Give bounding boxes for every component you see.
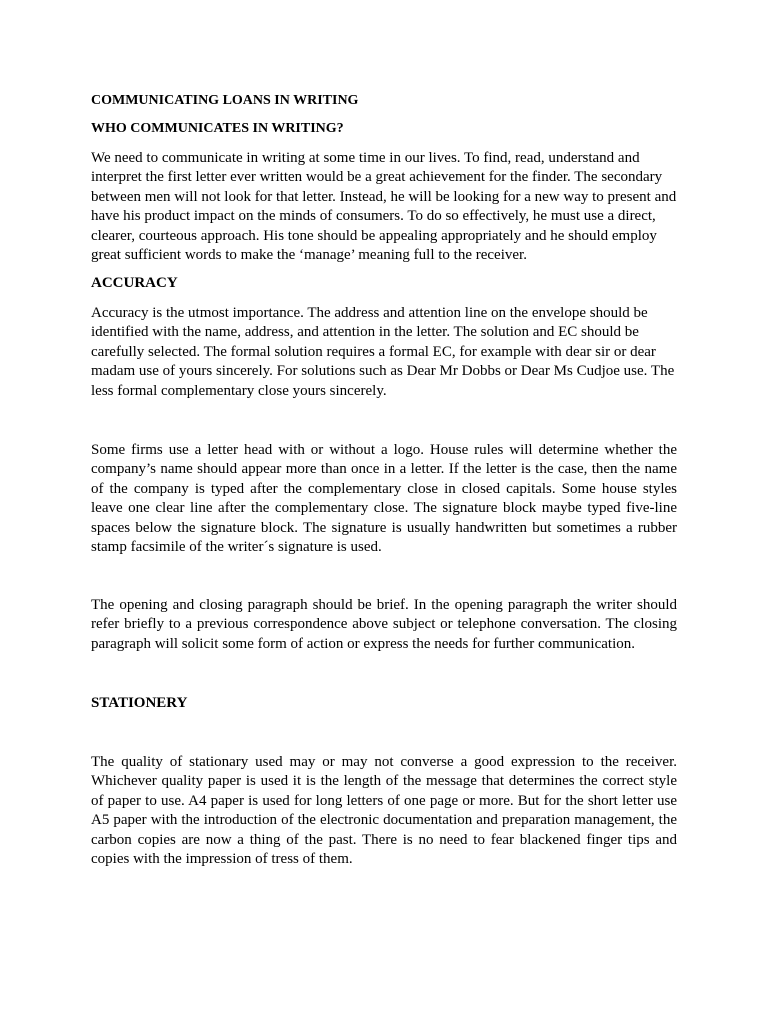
- intro-paragraph: We need to communicate in writing at some time in our lives. To find, read, understand and interpret the first letter ever written would be a great achievement for the finder. The secondary between men will not look for that letter. Instead, he will be looking for a new way to present and have his product impact on the minds of consumers. To do so effectively, he must use a direct, clearer, courteous approach. His tone should be appealing appropriately and he should employ great sufficient words to make the ‘manage’ meaning full to the receiver.: [91, 150, 677, 264]
- document-title: COMMUNICATING LOANS IN WRITING: [91, 93, 359, 108]
- accuracy-paragraph-3: The opening and closing paragraph should be brief. In the opening paragraph the writer should refer briefly to a previous correspondence above subject or telephone conversation. The closing paragraph will solicit some form of action or express the needs for further communication.: [91, 597, 677, 652]
- accuracy-paragraph-2: Some firms use a letter head with or without a logo. House rules will determine whether the company’s name should appear more than once in a letter. If the letter is the case, then the name of the company is typed after the complementary close in closed capitals. Some house styles leave one clear line after the complementary close. The signature block maybe typed five-line spaces below the signature block. The signature is usually handwritten but sometimes a rubber stamp facsimile of the writer´s signature is used.: [91, 442, 677, 556]
- section-heading-accuracy: ACCURACY: [91, 275, 178, 291]
- document-subtitle: WHO COMMUNICATES IN WRITING?: [91, 121, 344, 136]
- accuracy-paragraph-1: Accuracy is the utmost importance. The address and attention line on the envelope should be identified with the name, address, and attention in the letter. The solution and EC should be carefully selected. The formal solution requires a formal EC, for example with dear sir or dear madam use of yours sincerely. For solutions such as Dear Mr Dobbs or Dear Ms Cudjoe use. The less formal complementary close yours sincerely.: [91, 305, 675, 399]
- section-heading-stationery: STATIONERY: [91, 695, 188, 711]
- stationery-paragraph-1: The quality of stationary used may or may not converse a good expression to the receiver. Whichever quality paper is used it is the length of the message that determines the correct style of paper to use. A4 paper is used for long letters of one page or more. But for the short letter use A5 paper with the introduction of the electronic documentation and preparation management, the carbon copies are now a thing of the past. There is no need to fear blackened finger tips and copies with the impression of tress of them.: [91, 754, 677, 868]
